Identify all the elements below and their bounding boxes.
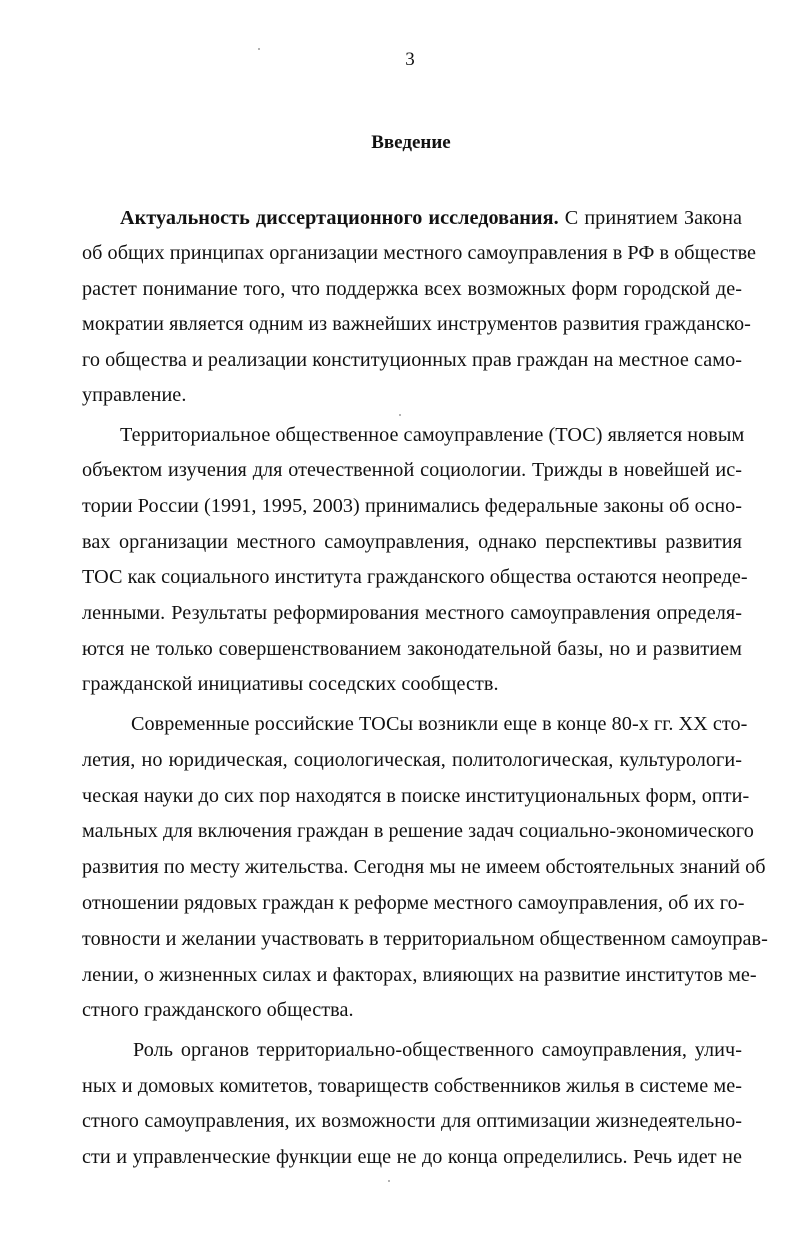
paragraph-3-line-6: отношении рядовых граждан к реформе местного самоуправления, об их го- xyxy=(82,892,745,914)
paragraph-1-line-3: растет понимание того, что поддержка всех возможных форм городской де- xyxy=(82,278,742,300)
section-heading: Введение xyxy=(371,132,451,153)
paragraph-3-line-4: мальных для включения граждан в решение задач социально-экономического xyxy=(82,820,754,842)
paragraph-2-line-2: объектом изучения для отечественной социологии. Трижды в новейшей ис- xyxy=(82,459,742,481)
paragraph-4-line-3: стного самоуправления, их возможности для оптимизации жизнедеятельно- xyxy=(82,1110,742,1132)
paragraph-4-line-4: сти и управленческие функции еще не до конца определились. Речь идет не xyxy=(82,1146,742,1168)
scan-speck xyxy=(388,1180,390,1182)
paragraph-4-line-1: Роль органов территориально-общественного самоуправления, улич- xyxy=(133,1039,742,1061)
paragraph-1-line-6: управление. xyxy=(82,384,187,406)
paragraph-1-line-4: мократии является одним из важнейших инструментов развития гражданско- xyxy=(82,313,751,335)
paragraph-3-line-8: лении, о жизненных силах и факторах, влияющих на развитие институтов ме- xyxy=(82,964,757,986)
paragraph-1-line-1 xyxy=(120,205,742,231)
paragraph-2-line-6: ленными. Результаты реформирования местного самоуправления определя- xyxy=(82,602,742,624)
paragraph-2-line-5: ТОС как социального института гражданского общества остаются неопреде- xyxy=(82,566,748,588)
paragraph-3-line-2: летия, но юридическая, социологическая, политологическая, культурологи- xyxy=(82,749,742,771)
paragraph-3-line-9: стного гражданского общества. xyxy=(82,999,354,1021)
paragraph-3-line-5: развития по месту жительства. Сегодня мы не имеем обстоятельных знаний об xyxy=(82,856,766,878)
relevance-lead: Актуальность диссертационного исследования. xyxy=(120,207,559,229)
page-number: 3 xyxy=(405,49,415,70)
paragraph-3-line-7: товности и желании участвовать в территориальном общественном самоуправ- xyxy=(82,928,768,950)
paragraph-4-line-2: ных и домовых комитетов, товариществ собственников жилья в системе ме- xyxy=(82,1075,742,1097)
paragraph-1-lead-rest: С принятием Закона xyxy=(558,207,743,229)
paragraph-2-line-7: ются не только совершенствованием законодательной базы, но и развитием xyxy=(82,638,742,660)
paragraph-2-line-4: вах организации местного самоуправления, однако перспективы развития xyxy=(82,531,742,553)
paragraph-3-line-3: ческая науки до сих пор находятся в поиске институциональных форм, опти- xyxy=(82,785,750,807)
scan-speck xyxy=(258,48,260,50)
paragraph-1-line-2: об общих принципах организации местного самоуправления в РФ в обществе xyxy=(82,242,757,264)
paragraph-2-line-3: тории России (1991, 1995, 2003) принимались федеральные законы об осно- xyxy=(82,495,742,517)
paragraph-2-line-8: гражданской инициативы соседских сообществ. xyxy=(82,673,499,695)
paragraph-2-line-1: Территориальное общественное самоуправление (ТОС) является новым xyxy=(120,424,745,446)
paragraph-1-line-5: го общества и реализации конституционных прав граждан на местное само- xyxy=(82,349,742,371)
scan-speck xyxy=(399,414,401,416)
paragraph-3-line-1: Современные российские ТОСы возникли еще в конце 80-х гг. XX сто- xyxy=(131,713,748,735)
